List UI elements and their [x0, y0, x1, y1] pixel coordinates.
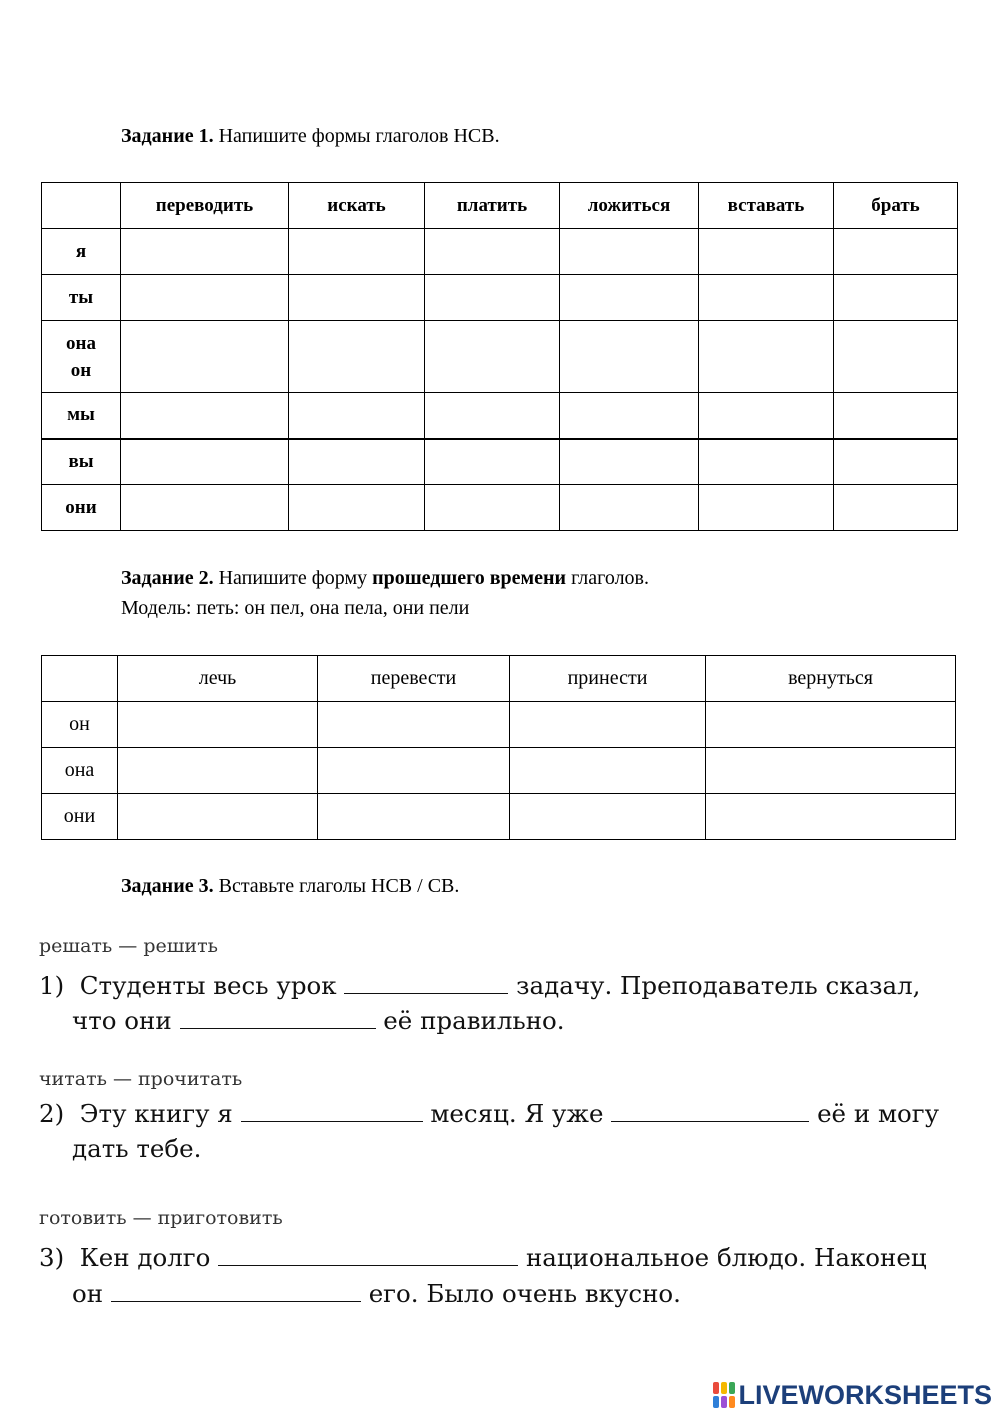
answer-cell[interactable] — [699, 393, 834, 439]
answer-blank[interactable] — [241, 1099, 423, 1122]
answer-cell[interactable] — [318, 748, 510, 794]
answer-cell[interactable] — [118, 702, 318, 748]
table-row — [42, 439, 958, 485]
answer-cell[interactable] — [121, 393, 289, 439]
column-header: принести — [510, 656, 706, 702]
answer-blank[interactable] — [180, 1006, 376, 1029]
table-row — [42, 794, 956, 840]
answer-cell[interactable] — [289, 485, 425, 531]
task2-heading — [121, 566, 649, 590]
task2-past-tense-table — [41, 655, 956, 840]
answer-cell[interactable] — [560, 485, 699, 531]
exercise-text: Эту книгу я — [79, 1099, 233, 1128]
answer-cell[interactable] — [699, 321, 834, 393]
table-header-row — [42, 183, 958, 229]
answer-cell[interactable] — [118, 794, 318, 840]
answer-cell[interactable] — [289, 229, 425, 275]
task1-label: Задание 1. — [121, 125, 214, 147]
answer-blank[interactable] — [111, 1279, 361, 1302]
task1-verb-forms-table — [41, 182, 958, 531]
logo-tile — [713, 1396, 719, 1408]
corner-cell — [42, 183, 121, 229]
exercise-text: Студенты весь урок — [79, 971, 337, 1000]
exercise-2-line-1 — [39, 1096, 939, 1131]
verb-pair-2: читать — прочитать — [39, 1068, 243, 1090]
row-header: они — [42, 794, 118, 840]
column-header: брать — [834, 183, 958, 229]
answer-cell[interactable] — [560, 393, 699, 439]
answer-cell[interactable] — [425, 439, 560, 485]
exercise-3-line-2 — [72, 1276, 681, 1311]
logo-tile — [713, 1382, 719, 1394]
answer-cell[interactable] — [121, 439, 289, 485]
column-header: ложиться — [560, 183, 699, 229]
answer-cell[interactable] — [706, 702, 956, 748]
corner-cell — [42, 656, 118, 702]
exercise-2-line-2 — [72, 1131, 201, 1166]
exercise-text: его. Было очень вкусно. — [368, 1279, 681, 1308]
exercise-1-line-1 — [39, 968, 920, 1003]
liveworksheets-logo[interactable] — [713, 1378, 992, 1412]
logo-text: LIVEWORKSHEETS — [738, 1379, 992, 1410]
task3-instruction: Вставьте глаголы НСВ / СВ. — [218, 875, 460, 897]
answer-cell[interactable] — [699, 485, 834, 531]
logo-tile — [729, 1382, 735, 1394]
answer-cell[interactable] — [121, 321, 289, 393]
exercise-text: месяц. Я уже — [430, 1099, 604, 1128]
answer-cell[interactable] — [510, 702, 706, 748]
task2-instruction-start: Напишите форму — [218, 567, 368, 589]
answer-cell[interactable] — [121, 229, 289, 275]
answer-cell[interactable] — [425, 393, 560, 439]
answer-blank[interactable] — [344, 971, 508, 994]
answer-cell[interactable] — [289, 439, 425, 485]
logo-tile — [721, 1382, 727, 1394]
answer-cell[interactable] — [560, 229, 699, 275]
task3-heading — [121, 874, 459, 898]
exercise-text: задачу. Преподаватель сказал, — [516, 971, 921, 1000]
answer-cell[interactable] — [425, 275, 560, 321]
exercise-text: её и могу — [817, 1099, 940, 1128]
table-row — [42, 229, 958, 275]
answer-cell[interactable] — [560, 439, 699, 485]
exercise-number: 1) — [39, 971, 65, 1000]
answer-cell[interactable] — [121, 275, 289, 321]
column-header: вернуться — [706, 656, 956, 702]
task2-instruction-bold: прошедшего времени — [372, 567, 567, 589]
answer-cell[interactable] — [834, 275, 958, 321]
table-header-row — [42, 656, 956, 702]
row-header: они — [42, 485, 121, 531]
row-header: я — [42, 229, 121, 275]
column-header: искать — [289, 183, 425, 229]
exercise-text: Кен долго — [79, 1243, 211, 1272]
answer-cell[interactable] — [289, 393, 425, 439]
column-header: вставать — [699, 183, 834, 229]
task3-label: Задание 3. — [121, 875, 214, 897]
row-header: он — [42, 702, 118, 748]
answer-cell[interactable] — [834, 321, 958, 393]
logo-tile — [721, 1396, 727, 1408]
exercise-number: 2) — [39, 1099, 65, 1128]
answer-cell[interactable] — [118, 748, 318, 794]
answer-cell[interactable] — [121, 485, 289, 531]
logo-tile — [729, 1396, 735, 1408]
answer-cell[interactable] — [834, 229, 958, 275]
answer-cell[interactable] — [834, 485, 958, 531]
table-row — [42, 748, 956, 794]
column-header: перевести — [318, 656, 510, 702]
row-header: мы — [42, 393, 121, 439]
exercise-number: 3) — [39, 1243, 65, 1272]
exercise-3-line-1 — [39, 1240, 927, 1275]
answer-cell[interactable] — [706, 794, 956, 840]
task1-heading — [121, 124, 500, 148]
answer-cell[interactable] — [318, 794, 510, 840]
table-row — [42, 393, 958, 439]
answer-cell[interactable] — [510, 794, 706, 840]
answer-cell[interactable] — [425, 485, 560, 531]
exercise-text: что они — [72, 1006, 172, 1035]
verb-pair-1: решать — решить — [39, 935, 218, 957]
exercise-text: он — [72, 1279, 104, 1308]
answer-blank[interactable] — [218, 1243, 518, 1266]
answer-cell[interactable] — [510, 748, 706, 794]
task2-label: Задание 2. — [121, 567, 214, 589]
answer-cell[interactable] — [834, 439, 958, 485]
answer-cell[interactable] — [560, 275, 699, 321]
row-header: ты — [42, 275, 121, 321]
answer-cell[interactable] — [560, 321, 699, 393]
answer-cell[interactable] — [425, 229, 560, 275]
liveworksheets-logo-icon — [713, 1382, 735, 1408]
answer-cell[interactable] — [699, 229, 834, 275]
exercise-text: национальное блюдо. Наконец — [525, 1243, 927, 1272]
column-header: лечь — [118, 656, 318, 702]
exercise-text: дать тебе. — [72, 1134, 202, 1163]
answer-cell[interactable] — [289, 275, 425, 321]
answer-blank[interactable] — [611, 1099, 809, 1122]
table-row — [42, 275, 958, 321]
row-header: она — [42, 748, 118, 794]
answer-cell[interactable] — [699, 275, 834, 321]
column-header: платить — [425, 183, 560, 229]
row-header — [42, 321, 121, 393]
table-row — [42, 485, 958, 531]
row-header-line: она — [66, 332, 96, 354]
exercise-text: её правильно. — [383, 1006, 565, 1035]
table-row — [42, 702, 956, 748]
task1-instruction: Напишите формы глаголов НСВ. — [218, 125, 500, 147]
column-header: переводить — [121, 183, 289, 229]
table-row — [42, 321, 958, 393]
answer-cell[interactable] — [289, 321, 425, 393]
answer-cell[interactable] — [706, 748, 956, 794]
task2-model: Модель: петь: он пел, она пела, они пели — [121, 597, 470, 619]
exercise-1-line-2 — [72, 1003, 565, 1038]
answer-cell[interactable] — [699, 439, 834, 485]
row-header: вы — [42, 439, 121, 485]
verb-pair-3: готовить — приготовить — [39, 1207, 283, 1229]
answer-cell[interactable] — [834, 393, 958, 439]
task2-instruction-end: глаголов. — [571, 567, 649, 589]
answer-cell[interactable] — [318, 702, 510, 748]
row-header-line: он — [70, 359, 92, 381]
answer-cell[interactable] — [425, 321, 560, 393]
